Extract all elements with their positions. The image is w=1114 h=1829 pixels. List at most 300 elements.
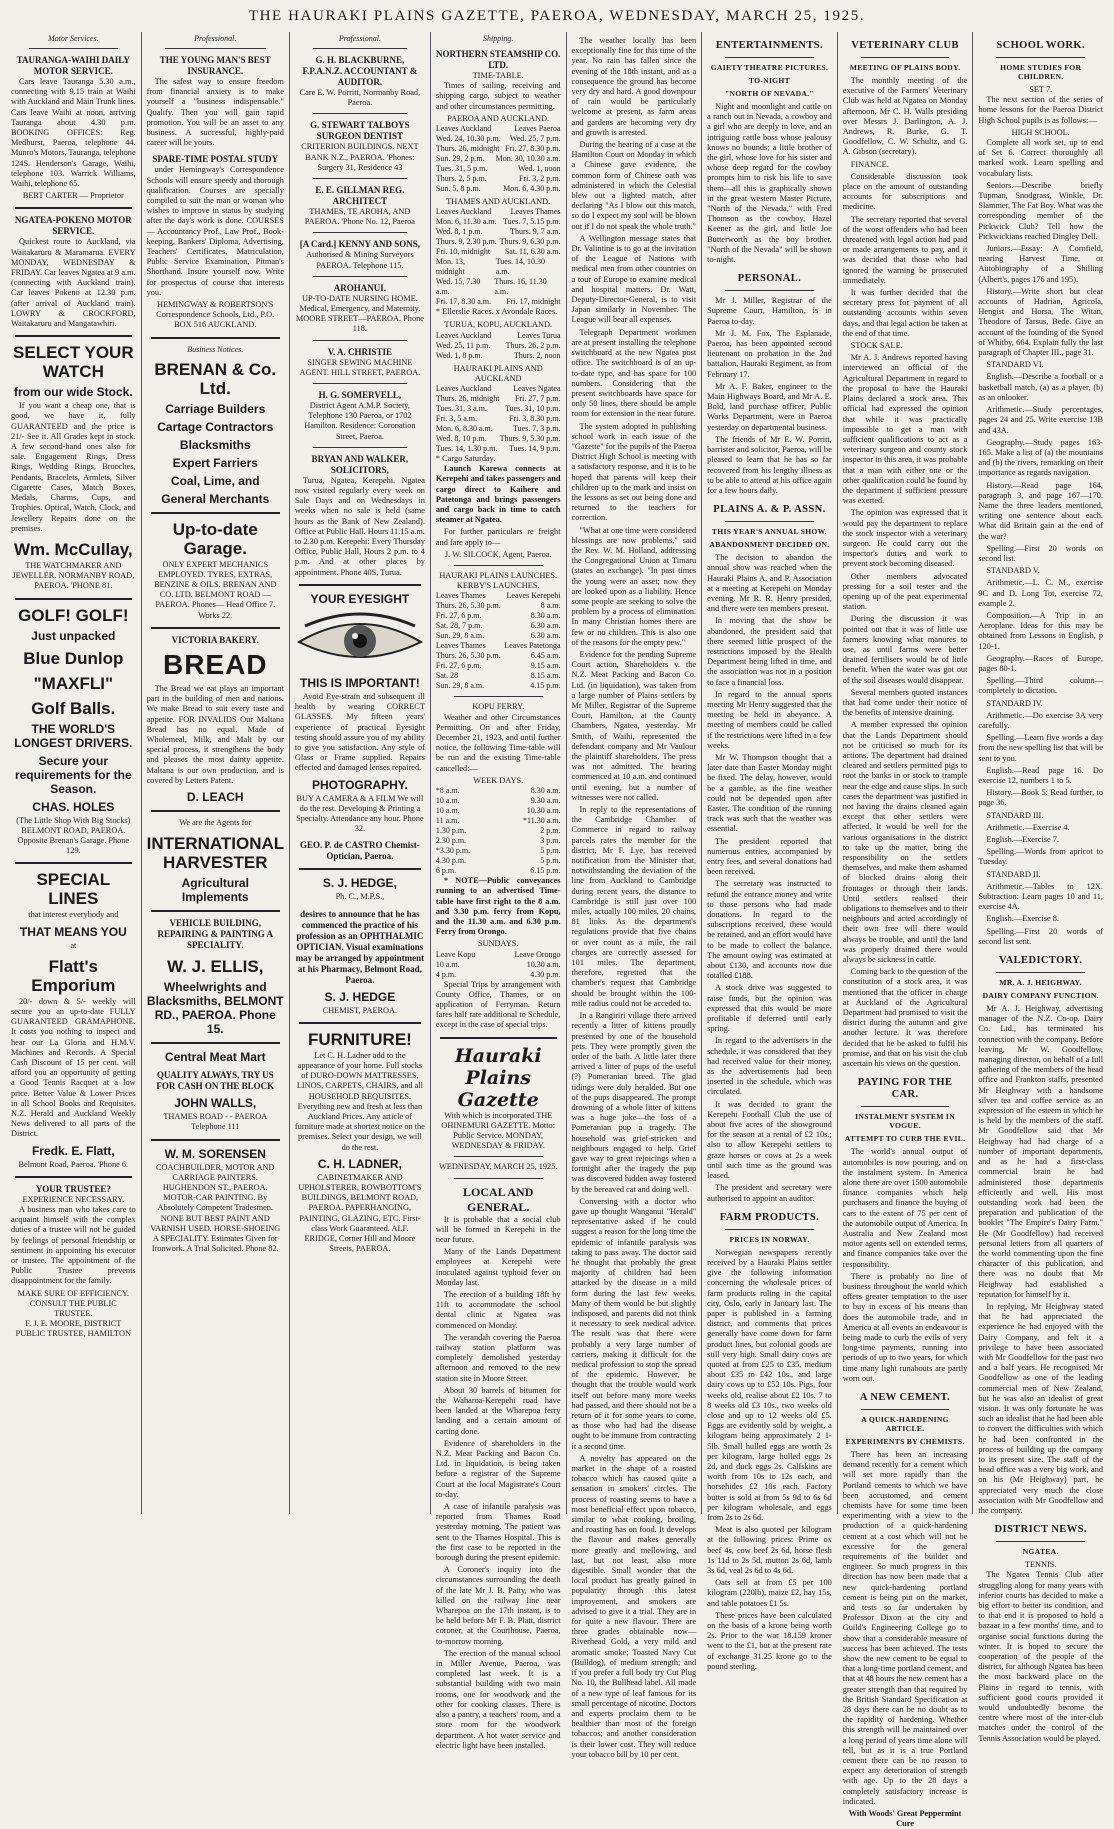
timetable-cell: Fri. 27, 7 p.m. (514, 394, 561, 404)
ad-headline: BRENAN & Co. Ltd. (154, 359, 277, 398)
ad-line: at (70, 940, 77, 950)
ad-line: THE WORLD'S LONGEST DRIVERS. (14, 721, 133, 750)
ad-body: The Bread we eat plays an important part in the building of men and nations. We make Bread to suit every taste and appetite. FOR INVALIDS Our Maltana Bread has no equal. Made of Wholemeal, Milk, and Malt by our special process, it strengthens the body and pleases the most dainty appetite. Maltana is our own production, and is covered by Letters Patent. (146, 683, 284, 785)
article-paragraph: Arithmetic.—Tables to 12X. Subtraction: Learn pages 10 and 11, exercise 4A. (978, 881, 1104, 912)
timetable-cell: Fri. 17, 8.30 a.m. (435, 297, 491, 307)
ad-headline: Central Meat Mart (164, 1050, 266, 1065)
ad-headline: W. J. ELLIS, (167, 957, 264, 977)
divider (861, 1106, 950, 1107)
timetable-cell: Fri. 3, 5 a.m. (435, 414, 477, 424)
article-paragraph: Arithmetic.—Study percentages, pages 24 and 25. Write exercise 13B and 43A. (978, 405, 1104, 435)
article-heading: LOCAL AND GENERAL. (463, 1184, 534, 1214)
article-paragraphs (843, 1147, 968, 1384)
timetable-cell: 8.30 a.m. (530, 786, 561, 796)
divider (299, 868, 421, 870)
timetable-cell: 10.30 a.m. (526, 806, 561, 816)
card-body: CRITERION BUILDINGS. NEXT BANK N.Z., PAEROA. 'Phones: Surgery 31, Residence 43 (301, 142, 419, 172)
timetable-row (436, 184, 561, 194)
article-paragraph: In moving that the show be abandoned, the president said that there seemed little prospect of the restrictions imposed by the Health Department being lifted in time, and the association was not in a position to face a financial loss. (707, 616, 832, 687)
timetable-cell: Tues. 7, 3 p.m. (513, 424, 561, 434)
card-title: E. E. GILLMAN REG. ARCHITECT (315, 185, 405, 207)
article-paragraph: English.—Exercise 7. (986, 835, 1059, 845)
timetable-cell: Mon. 6, 11.30 a.m. (435, 217, 497, 227)
ferry-note: Special Trips by arrangement with County Office, Thames, or on application of Ferryman. Return fares half rate additional to Schedule, except in the case of special trips. (435, 979, 561, 1030)
gazette-motto: With which is incorporated THE OHINEMURI GAZETTE. Motto: Public Service. MONDAY, WEDNESDAY & FRIDAY. (441, 1110, 555, 1151)
timetable-cell: Fri. 27, 6 p.m. (435, 661, 482, 671)
article-paragraph: Arithmetic.—L. C. M., exercise 9C and D. Long Tot, exercise 72, example 2. (978, 578, 1104, 608)
article-paragraph: It is probable that a social club will be formed in Kerepehi in the near future. (435, 1214, 561, 1244)
column-1 (6, 32, 141, 1514)
ad-body: CABINETMAKER AND UPHOLSTERER, ROWBOTTOM'S BUILDINGS, BELMONT ROAD, PAEROA. PAPERHANGING, PAINTING, GLAZING, ETC. First-class Work Guaranteed. ALF. ERIDGE, Corner Hill and Moore Streets, PAEROA. (298, 1172, 422, 1254)
ferry-heading: WEEK DAYS. (473, 775, 524, 785)
timetable-row (436, 651, 561, 661)
ad-body: Cars leave Tauranga 5.30 a.m., connecting with 9.15 train at Waihi with Auckland and Main Trunk lines. Cars leave Waihi at noon, arriving Tauranga about 4.30 p.m. BOOKING OFFICES: Reg. Medhurst, Paeroa, telephone 44. Munro's Motors, Tauranga, telephone 124S. Henderson's Garage, Waihi, telephone 103. Warrick Williams, Waihi, telephone 65. (11, 77, 136, 189)
article-paragraph: Spelling.—Third column—completely to dictation. (978, 676, 1104, 696)
divider (725, 521, 814, 522)
ad-line: MAKE SURE OF EFFICIENCY. (17, 1288, 130, 1298)
timetable-cell: Mon. 30, 10.30 a.m. (495, 154, 561, 164)
ad-title: NGATEA-POKENO MOTOR SERVICE. (14, 215, 132, 237)
divider (165, 48, 266, 49)
timetable-cell: Wed. 8, 10 p.m. (435, 434, 487, 444)
shipping-company: NORTHERN STEAMSHIP CO. LTD. (435, 49, 561, 70)
shipping-notice: Launch Karewa connects at Kerepehi and takes passengers and cargo direct to Kaihere and Patetonga and brings passengers and cargo back in time to catch steamer at Ngatea. (435, 464, 561, 525)
timetable-cell: 5 p.m. (540, 846, 561, 856)
timetable-cell: Wed. 1, noon (518, 164, 561, 174)
timetable-cell: Wed. 25, 11 p.m. (435, 340, 491, 350)
timetable-heading: TIME-TABLE. (472, 71, 524, 80)
article-paragraph: A novelty has appeared on the market in the shape of a roasted tobacco which has caused quite a sensation in smokers' circles. The process of roasting seems to have a most beneficial effect upon tobacco, similar to what cooking, broiling, and roasting has on food. It develops the flavour and makes generally more greatly and mellowing, and last, but not least, also more digestible. Small wonder that the local product has greatly gained in popularity through this latest improvement, and smokers are advised to give it a trial. They are in for quite a new flavour. There are three grades obtainable now—Riverhead Gold, a very mild and aromatic smoke; Toasted Navy Cut (Bulldog), of medium strength; and if you prefer a full body try Cut Plug No. 10, the Bullhead label. All made of a new type of leaf famous for its small percentage of nicotine. Doctors and experts proclaim them to be healthier than most of the foreign tobaccos; and another consideration is their lower cost. They will reduce your tobacco bill by 10 per cent. (571, 1453, 697, 1759)
divider (151, 337, 280, 339)
article-paragraphs (707, 553, 832, 1204)
article-paragraph: In regard to the annual sports meeting Mr Henry suggested that the meeting be held in abeyance. A meeting of members could be called if the restrictions were lifted in a few weeks. (707, 689, 832, 750)
timetable-cell: *3.30 p.m. (435, 846, 471, 856)
article-paragraph: A case of infantile paralysis was reported from Thames Road yesterday morning. The patient was sent to the Thames Hospital. This is the first case to be reported in the borough during the present epidemic. (435, 1502, 561, 1563)
ad-headline: CHAS. HOLES (32, 799, 115, 814)
article-subheading: TENNIS. (1024, 1560, 1057, 1570)
article-subheading: DAIRY COMPANY FUNCTION. (982, 991, 1099, 1001)
ad-title: VEHICLE BUILDING, REPAIRING & PAINTING A SPECIALITY. (157, 918, 273, 951)
article-paragraph: The monthly meeting of the executive of the Farmers' Veterinary Club was held at Ngatea on Monday afternoon, Mr C. H. Walls presiding over Messrs J. Darlington, A. J. Andrews, R. Burke, G. T. Goodfellow, C. W. Schultz, and G. A. Gibson (secretary). (842, 76, 968, 157)
ad-line: Just unpacked (31, 628, 116, 643)
article-paragraph: The verandah covering the Paeroa railway station platform was completely demolished yesterday afternoon and removed to the new station site in Moore Street. (435, 1332, 561, 1383)
article-paragraph: Composition.—A Trip in an Aeroplane. Ideas for this may be obtained from Lessons in English, p 120-1. (978, 610, 1104, 651)
ad-line: Ph. C., M.P.S., (335, 892, 385, 902)
timetable-cell: 4 p.m. (435, 969, 457, 979)
divider (15, 207, 132, 209)
ad-body: 20/- down & 5/- weekly will secure you an up-to-date FULLY GUARANTEED GRAMAPHONE. It costs you nothing to inspect and hear our La Gloria and H.M.V. Machines and Records. A Special Cash Discount of 15 per cent. will afford you an opportunity of getting a Good Tennis Racquet at a low price. Better Value & Lower Prices in all School Books and Requisites. N.Z. Herald and Auckland Weekly News delivered to all parts of the District. (11, 996, 136, 1139)
ad-line: CONSULT THE PUBLIC TRUSTEE. (29, 1298, 117, 1319)
section-heading: Shipping. (482, 34, 514, 43)
divider (725, 290, 814, 291)
ad-body: COACHBUILDER, MOTOR AND CARRIAGE PAINTERS. HUGHENDON ST., PAEROA. MOTOR-CAR PAINTING. By Absolutely Competent Tradesmen. NONE BUT BEST PAINT AND VARNISH USED. HORSE-SHOEING A SPECIALITY. Estimates Given for Ironwork. A Trial Solicited. Phone 82. (150, 1162, 281, 1254)
article-paragraph: Geography.—Study pages 163-165. Make a list of (a) the mountains and (b) the rivers, remarking on their importance as regards navigation. (978, 437, 1104, 478)
article-paragraph: The president and secretary were authorised to appoint an auditor. (707, 1183, 832, 1203)
timetable-cell: Sun. 5, 8 p.m. (435, 184, 481, 194)
article-paragraph: Telegraph Department workmen are at present installing the telephone switchboard at the new Ngatea post office. The switchboard is of an up-to-date type, and has space for 100 numbers. Considering that the present switchboards have space for only 50 lines, there should be ample room for extension in the near future. (571, 327, 697, 419)
timetable-cell: 10 a.m. (435, 806, 460, 816)
card-body: THAMES, TE AROHA, AND PAEROA. 'Phone No. 12, Paeroa (304, 207, 415, 227)
timetable-cell: Sun. 29, 8 a.m. (435, 631, 485, 641)
ad-line: F. J. E. MOORE, DISTRICT PUBLIC TRUSTEE, HAMILTON (15, 1319, 131, 1339)
timetable-cell: Fri. 3, 8.30 p.m. (508, 414, 561, 424)
timetable-cell: 6.15 p.m. (530, 866, 561, 876)
timetable-row (436, 341, 561, 351)
timetable-cell: Tues. 7, 5.15 p.m. (503, 217, 561, 227)
card-body: UP-TO-DATE NURSING HOME. Medical, Emergency, and Maternity. MOORE STREET—PAEROA. Phone 118. (295, 293, 424, 334)
timetable-rows (436, 786, 561, 876)
timetable-row (436, 444, 561, 454)
article-paragraphs (436, 1215, 561, 1751)
article-heading: PLAINS A. & P. ASSN. (713, 504, 826, 516)
article-paragraph: The secretary reported that several of the worst offenders who had been threatened with legal action had paid or made arrangements to pay, and it was decided that those who had ignored the warning be prosecuted immediately. (842, 214, 968, 285)
article-heading: PERSONAL. (737, 273, 802, 285)
section-heading: Professional. (194, 34, 237, 43)
article-paragraph: Mr A. J. Heighway, advertising manager of the N.Z. Co-op. Dairy Co. Ltd., has terminated his connection with the company. Before leaving, Mr W. Goodfellow, managing director, on behalf of a full gathering of the members of the head office and Frankton staffs, presented Mr Heighway with a handsome silver tea and coffee service as an expression of the esteem in which he is held by the members of the staff. Mr Goodfellow said that Mr Heighway had had charge of a number of important departments, and as he had a first-class commercial brain he had administered those departments efficiently and well. His most outstanding work had been the preparation and publication of the booklet "The Empire's Dairy Farm." He (Mr Goodfellow) had received personal letters from all quarters of the world commenting upon the fine character of this publication, and there was no doubt that Mr Heighway had established a reputation for himself by it. (978, 1004, 1104, 1299)
timetable-cell: 9.15 a.m. (530, 661, 561, 671)
timetable-row (436, 816, 561, 826)
card-title: AROHANUI. (333, 282, 387, 293)
divider (313, 447, 407, 448)
timetable-row (436, 796, 561, 806)
timetable-cell: 2.30 p.m. (435, 836, 467, 846)
divider (15, 1176, 132, 1178)
masthead: THE HAURAKI PLAINS GAZETTE, PAEROA, WEDNESDAY, MARCH 25, 1925. (248, 8, 866, 24)
article-paragraph: A Coroner's inquiry into the circumstances surrounding the death of the late Mr J. B. Patty, who was killed on the railway line near Wharepoa on the 17th instant, is to be held before Mr F. B. Platt, district coroner, at the Courthouse, Paeroa, to-morrow morning. (435, 1565, 561, 1646)
article-paragraphs (572, 36, 697, 1760)
timetable-row (436, 144, 561, 154)
article-paragraph: The secretary was instructed to refund the entrance money and write to those persons who had made donations. In regard to the subscriptions received, these would be retained, and an effort would have to be made to collect the balance. The amount owing was estimated at about £130, and accounts now due totalled £188. (707, 879, 832, 981)
ad-title: THE YOUNG MAN'S BEST INSURANCE. (159, 55, 271, 76)
article-paragraph: STANDARD V. (986, 566, 1040, 576)
article-subheading: PRICES IN NORWAY. (729, 1234, 810, 1244)
article-paragraph: The system adopted in publishing school work in each issue of the "Gazette" for the pupils of the Paeroa District High School is meeting with a satisfactory response, and it is to be hoped that parents will keep their children up to the mark and insist on the lessons as set out being done and returned to the teachers for correction. (571, 421, 697, 523)
timetable-cell: Wed. 25, 7 p.m. (509, 134, 561, 144)
article-paragraph: The opinion was expressed that it would pay the department to replace the stock inspector with a veterinary surgeon. He could carry out the inspector's duties and work to prevent stock becoming diseased. (842, 508, 968, 569)
timetable-header: Leaves Thames Leaves Kerepehi (435, 591, 561, 601)
article-paragraph: Considerable discussion took place on the amount of outstanding accounts for subscriptions and medicine. (842, 171, 968, 212)
timetable-row (436, 661, 561, 671)
divider (151, 810, 280, 812)
timetable-cell: Thurs. 9, 6.30 p.m. (499, 237, 561, 247)
article-heading: ENTERTAINMENTS. (715, 40, 824, 51)
timetable-cell: 11 a.m. (435, 816, 460, 826)
divider (313, 48, 407, 49)
timetable-row (436, 681, 561, 691)
timetable-cell: Fri. 17, midnight (506, 297, 561, 307)
timetable-row (436, 866, 561, 876)
timetable-row (436, 846, 561, 856)
article-paragraphs (978, 1004, 1103, 1516)
ad-headline: C. H. LADNER, (317, 1156, 402, 1171)
timetable-cell: Tues. 31, 3 a.m. (435, 404, 487, 414)
timetable-cell: Thurs. 2, noon (513, 350, 561, 360)
route-heading: PAEROA AND AUCKLAND. (447, 113, 550, 123)
timetable-cell: Mon. 6, 4.30 p.m. (503, 184, 561, 194)
ad-headline: Wm. McCullay, (13, 539, 133, 559)
divider (313, 340, 407, 341)
timetable-header: Leaves Auckland Leaves Turua (435, 330, 561, 340)
ad-body: under Hemingway's Correspondence Schools will ensure speedy and thorough qualification. Courses are specially compiled to suit the man or woman who wishes to improve in status by studying after the day's work is done. COURSES— Accountancy Prof., Law Prof., Book-keeping, Bankers' Diploma, Advertising, Teachers' Certificates, Matriculation, Public Service Examination, Pitman's Shorthand. Insure yourself now. Write for prospectus of course that interests you. (146, 165, 284, 297)
ad-subheadline: PHOTOGRAPHY. (311, 777, 408, 792)
timetable-cell: 10 a.m. (435, 959, 460, 969)
divider (151, 1042, 280, 1044)
timetable-cell: 6 p.m. (435, 866, 457, 876)
ad-line: With Woods' Great Peppermint Cure (848, 1809, 962, 1829)
article-paragraph: Arithmetic.—Do exercise 3A very carefully. (978, 710, 1104, 730)
article-paragraph: During the discussion it was pointed out that it was of little use farmers knowing what manures to use, as until farms were better drained fertilisers would be of little benefit. When the water was got out of the soil diseases would disappear. (842, 614, 968, 685)
ad-body: BUY A CAMERA & A FILM We will do the rest. Developing & Printing a Specialty. Attendance any hour. Phone 32. (296, 793, 424, 834)
ad-body: Avoid Eye-strain and subsequent ill health by wearing CORRECT GLASSES. My fifteen years' experience of practical Eyesight testing should assure you of my ability to give you satisfaction. Any style of Glass or Frame supplied. Repairs effected and damaged lenses repaired. (294, 691, 425, 773)
ad-line: that interest everybody and (28, 910, 119, 920)
divider (151, 910, 280, 912)
ad-headline: GOLF! GOLF! (18, 605, 129, 625)
article-paragraph: The world's annual output of automobiles is now pouring, and on the instalment system. In America alone there are over 1500 automobile finance companies which help purchasers and finance the buying of cars to the extent of 75 per cent of the automobile output of America. In Australia and New Zealand most motor agents sell on extended terms, and finance companies take over the responsibility. (842, 1147, 968, 1269)
timetable-cell: 9.30 a.m. (530, 796, 561, 806)
ad-address: THE WATCHMAKER AND JEWELLER. NORMANBY ROAD, PAEROA. 'PHONE 81. (12, 560, 135, 591)
article-paragraph: Other members advocated pressing for a soil tester and the opening up of the peat experimental station. (842, 571, 968, 612)
route-heading: HAURAKI PLAINS LAUNCHES. (439, 571, 558, 581)
divider (861, 1409, 950, 1410)
ad-headline: FURNITURE! (307, 1029, 412, 1049)
article-subheading: GAIETY THEATRE PICTURES. (710, 63, 829, 72)
timetable-cell: 10.30 a.m. (526, 959, 561, 969)
timetable-cell: Thurs. 9, 5.30 p.m. (499, 434, 561, 444)
article-paragraph: Mr J. Miller, Registrar of the Supreme Court, Hamilton, is in Paeroa to-day. (707, 296, 832, 326)
divider (454, 696, 543, 697)
timetable-row (436, 414, 561, 424)
card-title: BRYAN AND WALKER, SOLICITORS, (311, 453, 409, 475)
ad-title: YOUR TRUSTEE? (35, 1183, 111, 1194)
divider (151, 627, 280, 629)
article-paragraph: Several members quoted instances that had come under their notice of the benefits of intensive draining. (842, 687, 968, 718)
article-paragraph: History.—Read page 164, paragraph 3, and page 167—170. Name the three leaders mentioned, writing one sentence about each. What did Britain gain at the end of the war? (978, 480, 1104, 541)
article-paragraph: "What at one time were considered blessings are now problems," said the Rev. W. M. Holland, addressing the Congregational Union at Timaru (states an exchange). "In past times the young were an asset; now they are looked upon as a liability. Hence some people are seeking to solve the problem by a process of elimination. In many Christian homes there are few or no children. This is also one of the reasons for the empty pew." (571, 525, 697, 647)
divider (454, 1156, 543, 1157)
article-paragraph: Geography.—Races of Europe, pages 80-1. (978, 653, 1104, 673)
divider (313, 178, 407, 179)
ad-address: (The Little Shop With Big Stocks) BELMONT ROAD, PAEROA. Opposite Brenan's Garage. Phone 129. (16, 815, 131, 856)
article-paragraph: STANDARD III. (986, 810, 1044, 820)
timetable-cell: Tues. 14, 1.30 p.m. (435, 444, 498, 454)
article-subheading: MR. A. J. HEIGHWAY. (999, 978, 1082, 988)
ad-line: Blacksmiths (179, 437, 251, 452)
article-paragraph: In regard to the advertisers in the schedule, it was considered that they had received value for their money, as the advertisements had been inserted in the schedule, which was circulated. (707, 1036, 832, 1097)
ad-body: If you want a cheap one, that is good, we have it, fully GUARANTEED and the price is 21/- See it. All Grades kept in stock. A few second-hand ones also for sale. Engagement Rings, Dress Rings, Wedding Rings, Brooches, Pendants, Bracelets, Armlets, Silver Cigarette Cases, Match Boxes, Medals, Charms, Cups, and Trophies. Optical, Watch, Clock, and Jewellery Repairs done on the premises. (11, 401, 136, 533)
timetable-cell: Thurs. 9, 7 a.m. (510, 227, 561, 237)
card-body: Turua, Ngatea, Kerepehi. Ngatea now visited regularly every week on Sale Days and on Wednesdays in weeks when no sale is held (same hours as the Bank of New Zealand). Office at Public Hall. Hours 11.15 a.m. to 2.30 p.m. Kerepehi: Every Thursday Office, Public Hall, Hours 2 p.m. to 4 p.m. And at other places by appointment. Phone 40S, Turua. (294, 475, 425, 577)
timetable-row (436, 351, 561, 361)
article-heading: VETERINARY CLUB (851, 40, 959, 51)
ad-body: Quickest route to Auckland, via Waitakaruru & Maramarua. EVERY MONDAY, WEDNESDAY & FRIDAY. Car leaves Ngatea at 9 a.m. (connecting with Auckland train). Car leaves Pokeno at 12.30 p.m. (after arrival of Auckland train). LOWRY & CROCKFORD, Waitakaruru and Mangatawhiri. (11, 237, 136, 329)
divider (29, 48, 118, 49)
card-body: Care E. W. Porritt, Normanby Road, Paeroa. (299, 88, 421, 108)
article-paragraph: Spelling.—Learn five words a day from the new spelling list that will be sent to you. (978, 733, 1104, 763)
article-paragraph: Complete all work set, up to end of Set 6. Correct thoroughly all marked work. Learn spelling and vocabulary lists. (978, 138, 1104, 178)
article-subheading: A QUICK-HARDENING ARTICLE. (861, 1414, 949, 1433)
divider (313, 113, 407, 114)
article-paragraph: Mr A. F. Baker, engineer to the Main Highways Board, and Mr A. E. Bold, land purchase officer, Public Works Department, were in Paeroa yesterday on departmental business. (707, 381, 832, 432)
gazette-nameplate: Hauraki Plains Gazette (454, 1044, 542, 1111)
column-2 (141, 32, 289, 1514)
article-paragraph: Meat is also quoted per kilogram at the following prices: Prime ox beef 4s, cow beef 2s 6d, horse flesh 1s 11d to 2s 5d, mutton 2s 6d, lamb 3s 6d, veal 2s 6d to 4s 6d. (707, 1525, 832, 1575)
divider (996, 57, 1085, 58)
ad-line: THAT MEANS YOU (19, 924, 127, 939)
timetable-rows (436, 217, 561, 307)
ad-body: desires to announce that he has commenced the practice of his profession as an OPHTHALMIC OPTICIAN. Visual examinations may be arranged by appointment at his Pharmacy, Belmont Road, Paeroa. (295, 908, 425, 985)
timetable-row (436, 806, 561, 816)
article-paragraph: The next section of the series of home lessons for the Paeroa District High School pupils is as follows:— (978, 95, 1104, 125)
timetable-row (436, 217, 561, 227)
timetable-rows (436, 394, 561, 454)
timetable-cell: 3 p.m. (540, 836, 561, 846)
article-paragraph: A member expressed the opinion that the Lands Department should not be criticised so much for its actions. The department had drained cleared and settlers permitted pigs to root the banks in or stock to trample near the edge and cause slips. In such cases the department was justified in not having the drains cleaned again except that other settlers were affected. It would be well for the various organisations in the district to take up the matter, bring the responsibility on the settlers themselves, and make them ashamed of blocked drains along their frontages or through their lands. Until settlers realised their obligations to themselves and to their neighbours and acted accordingly of their own free will there would always be trouble, and until the land was properly drained there would always be sickness in cattle. (842, 720, 968, 965)
timetable-header: Leaves Auckland Leaves Ngatea (435, 384, 561, 394)
timetable-cell: Thurs. 16, 11.30 a.m. (494, 277, 547, 297)
article-paragraph: English.—Exercise 8. (986, 914, 1059, 924)
article-paragraph: Many of the Lands Department employees at Kerepehi were inoculated against typhoid fever on Monday last. (435, 1247, 561, 1287)
timetable-cell: Wed. 1, 8 p.m. (435, 350, 483, 360)
article-paragraph: There has been an increasing demand recently for a cement which will set more rapidly than the Portland cements to which we have been accustomed, and cement chemists have for some time been experimenting with a view to the production of a quick-hardening cement at a cost which will not be excessive for the general requirements of the builder and engineer. So much progress in this direction has now been made that a new quick-hardening portland cement is being put on the market, and tests so far undertaken by Professor Dixon at the city and Guild's Engineering College go to show that a considerable measure of success has been achieved. The tests show the new cement to be equal to that a long-time portland cement, and that at 48 hours the new cement has a greater strength than that required by the British Standard Specification at 28 days there can be no doubt as to the rapidity of hardening. Whether this strength will be maintained over a long period of years time alone will tell, but as it is a true Portland cement there can be no reason to expect any deterioration of strength with age. Up to the 28 days a completely satisfactory increase is indicated. (842, 1449, 968, 1806)
ferry-notice: Weather and other Circumstances Permitting. On and after Friday, December 21, 1923, and until further notice, the following Time-table will be run and the existing Time-table cancelled:— (435, 712, 561, 773)
ad-subheadline: THIS IS IMPORTANT! (300, 675, 420, 690)
ad-line: Golf Balls. (31, 698, 116, 718)
article-subheading: "NORTH OF NEVADA." (725, 89, 814, 98)
timetable-cell: Fri. 27, 6 p.m. (435, 611, 482, 621)
ad-headline: Fredk. E. Flatt, (31, 1143, 115, 1158)
timetable-row (436, 227, 561, 237)
ad-line: Secure your requirements for the Season. (14, 753, 132, 796)
article-heading: DISTRICT NEWS. (994, 1524, 1087, 1536)
timetable-note: * Ellerslie Races. x Avondale Races. (435, 307, 558, 317)
timetable-row (436, 297, 561, 307)
divider (861, 57, 950, 58)
timetable-cell: *8 a.m. (435, 786, 460, 796)
card-title: G. H. BLACKBURNE, F.P.A.N.Z. ACCOUNTANT & AUDITOR. (302, 55, 418, 87)
timetable-cell: 4.15 p.m. (530, 681, 561, 691)
section-heading: Business Notices. (187, 344, 244, 354)
column-7 (837, 32, 973, 1829)
timetable-cell: Wed. 8, 1 p.m. (435, 227, 483, 237)
article-paragraph: Conversing with a doctor who gave up thought Wanganui "Herald" representative asked if he could suggest a reason for the long time the epidemic of infantile paralysis was taking to pass away. The doctor said he thought that probably the great majority of children had been attacked by the disease in a mild form during the last few weeks. Many of them would be but slightly indisposed, and parents did not think it necessary to seek medical advice. The result was that there were probably a very large number of carriers, making it difficult for the medical profession to stop the spread of the epidemic. However, he thought that the trouble would work itself out before many more weeks had passed, and there should not be a return of it for some years to come, as those who had had the disease ought to be immune from contracting it a second time. (571, 1196, 697, 1451)
timetable-cell: Sun. 29, 8 a.m. (435, 681, 485, 691)
card-title: [A Card.] KENNY AND SONS, (299, 239, 420, 250)
timetable-cell: Thurs. 2, 5 p.m. (435, 174, 487, 184)
divider (299, 1022, 421, 1024)
article-paragraph: In replying, Mr Heighway stated that he had appreciated the experience he had enjoyed with the Dairy Company, and felt it a privilege to have been associated with Mr Goodfellow for the past two and a half years. He recognised Mr Goodfellow as one of the leading commercial men of New Zealand, but he was also an idealist of great vision. It was only fortunate he was such an idealist that he had been able to convert the difficulties with which he had been confronted in the process of building up the company to its present size. The staff of the head office was a very big work, and on his (Mr Heighway) part, he appreciated very much the close association with Mr Goodfellow and the company. (978, 1301, 1104, 1515)
article-paragraph: Mr J. M. Fox, The Esplanade, Paeroa, has been appointed second lieutenant on probation in the 2nd battalion, Hauraki Regiment, as from February 17. (707, 328, 832, 379)
ad-line: Agricultural Implements (181, 876, 249, 905)
timetable-rows (436, 601, 561, 641)
route-heading: THAMES AND AUCKLAND. (446, 197, 551, 207)
timetable-cell: Thurs. 26, 5.30 p.m. (435, 601, 501, 611)
article-heading: FARM PRODUCTS. (719, 1211, 820, 1223)
timetable-row (436, 836, 561, 846)
card-body: SINGER SEWING MACHINE AGENT. HILL STREET, PAEROA. (299, 357, 421, 377)
timetable-cell: 8 a.m. (540, 601, 561, 611)
ad-headline: Flatt's Emporium (31, 956, 116, 995)
divider (454, 565, 543, 566)
timetable-row (436, 601, 561, 611)
article-paragraph: Mr A. J. Andrews reported having interviewed an official of the Agricultural Department in regard to the proposal to have the Hauraki Plains declared a stock area. This official had expressed the opinion that while it was practically impossible to get a man with sufficient qualifications to act as a veterinary surgeon and county stock inspector in this area, it was probable that a man with either one or the other qualification could be found by the department if sufficient pressure was exerted. (842, 353, 968, 506)
card-body: District Agent A.M.P. Society, Telephone 130 Paeroa, or 1702 Hamilton. Residence: Coronation Street, Paeroa. (304, 401, 416, 441)
article-paragraph: About 30 barrels of bitumen for the Waharoa-Kerepehi road have been landed at the Wharepoa ferry landing and a certain amount of carting done. (435, 1385, 561, 1436)
timetable-cell: Mon. 13, midnight (435, 257, 466, 277)
article-paragraph: It was further decided that the secretary press for payment of all outstanding accounts within seven days, and that legal action be taken at the end of that time. (842, 288, 968, 338)
article-subheading: SET 7. (1029, 85, 1053, 94)
article-paragraph: There is probably no line of business throughout the world which offers greater temptation to the user to buy in excess of his means than does the automobile trade, and in America at all events an endeavour is being made to curb the evils of very long-time payments, running into periods of up to two years, for which time many light runabouts are partly worn out. (842, 1271, 968, 1383)
ad-headline: D. LEACH (186, 789, 244, 804)
timetable-row (436, 247, 561, 257)
ad-body: Let C. H. Ladner add to the appearance of your home. Full stocks of DURO-DOWN MATTRESSES, LINOS, CARPETS, CHAIRS, and all HOUSEHOLD REQUISITES. Everything new and fresh at less than Auckland Prices. Any article of furniture made at shortest notice on the premises. Select your design, we will do the rest. (294, 1050, 425, 1152)
timetable-cell: Fri. 3, 2 p.m. (518, 174, 561, 184)
card-title: G. STEWART TALBOYS SURGEON DENTIST (310, 120, 410, 142)
ad-headline: SELECT YOUR WATCH (13, 343, 134, 382)
timetable-row (436, 434, 561, 444)
article-paragraphs (978, 138, 1103, 947)
article-paragraph: History.—Write short but clear accounts of Hadrian, Agricola, Hengist and Horsa, The Witan, Theodore of Tarsus, Bede. Give an account of the founding of the Synod of Whitby, 664. Explain fully the last paragraph of Chapter III., page 31. (978, 286, 1104, 358)
ad-line: Blue Dunlop (23, 648, 124, 668)
timetable-cell: 10 a.m. (435, 796, 460, 806)
card-title: H. G. SOMERVELL, (318, 390, 402, 401)
ad-headline: YOUR EYESIGHT (310, 591, 410, 606)
section-heading: Motor Services. (47, 34, 99, 43)
timetable-cell: 6.30 a.m. (530, 631, 561, 641)
column-8 (972, 32, 1108, 1743)
divider (454, 1178, 543, 1179)
timetable-row (436, 611, 561, 621)
timetable-cell: Wed. 15, 7.30 a.m. (435, 277, 481, 297)
timetable-header: Leave Kopu Leave Orongo (435, 949, 561, 959)
timetable-row (436, 424, 561, 434)
article-paragraph: During the hearing of a case at the Hamilton Court on Monday in which a Chinese gave evidence, the common form of Chinese oath was administered in which the Celestial blew out a lighted match, after declaring "As I blow out this match, so do I expect my soul will be blown out if I do not speak the whole truth." (571, 140, 697, 231)
timetable-row (436, 970, 561, 980)
article-subheading: HOME STUDIES FOR CHILDREN. (1000, 63, 1082, 81)
ad-headline: BREAD (162, 648, 268, 680)
timetable-cell: Thurs. 26, midnight (435, 144, 500, 154)
timetable-row (436, 621, 561, 631)
card-body: Authorised & Mining Surveyors PAEROA. Telephone 115. (306, 250, 414, 270)
ad-body: QUALITY ALWAYS, TRY US FOR CASH ON THE BLOCK (156, 1070, 275, 1092)
ad-headline: INTERNATIONAL HARVESTER (146, 834, 285, 873)
timetable-rows (436, 960, 561, 980)
timetable-cell: Tues. 14, 9 p.m. (509, 444, 561, 454)
article-paragraph: These prices have been calculated on the basis of a krone being worth 2s. Prior to the war 18.159 kroner went to the £1, but at the present rate of exchange 31.25 krone go to the pound sterling. (707, 1610, 832, 1671)
timetable-row (436, 394, 561, 404)
ad-headline: SPECIAL LINES (36, 870, 111, 909)
article-paragraph: Norwegian newspapers recently received by a Hauraki Plains settler give the following information concerning the wholesale prices of farm products ruling in the capital city, Oslo, early in January last. The paper is published in a farming district, and comments that prices generally have come down for farm product lines, but colonial goods are still very high. Small dairy cows are quoted at from £25 to £35, medium about £35 to £42 10s., and large dairy cows up to £52 10s. Pigs, four weeks old, realise about £2 10s. 7 to 8 weeks old £3 10s., two weeks old close and up to 12 weeks old £5. Eggs are evidently sold by weight, a kilogram being approximately 2 1-5lb. Small hulled eggs are worth 2s per kilogram, large hulled eggs 2s 2d, and duck eggs 2s. Calfskins are worth from 10s to 12s each, and horsehides £2 10s each. Factory butter is sold at from 5s 9d to 6s 6d per kilogram wholesale, and eggs from 2s to 2s 6d. (707, 1247, 832, 1522)
article-heading: A NEW CEMENT. (859, 1391, 951, 1403)
timetable-row (436, 237, 561, 247)
ad-headline: W. M. SORENSEN (164, 1146, 266, 1161)
timetable-header: Leaves Thames Leaves Patetonga (435, 641, 561, 651)
article-paragraphs (707, 296, 832, 496)
article-paragraph: English.—Read page 16. Do exercise 12, numbers 1 to 5. (978, 765, 1104, 785)
timetable-rows (436, 134, 561, 194)
ad-title: SPARE-TIME POSTAL STUDY (152, 154, 279, 165)
article-subheading: ABANDONMENT DECIDED ON. (709, 540, 830, 550)
divider (151, 512, 280, 514)
timetable-cell: Thurs. 26, midnight (435, 394, 500, 404)
article-paragraph: Juniors.—Essay: A Cornfield, nearing Harvest Time, or Autobiography of a Shilling (Albert's, pages 176 and 195). (978, 244, 1104, 284)
article-paragraph: Oats sell at from £5 per 100 kilogram (220lb), maize £2, hay 15s, and table potatoes £1 5s. (707, 1578, 832, 1608)
article-paragraph: Spelling.—First 20 words of second list sent. (978, 926, 1104, 946)
article-paragraph: The Ngatea Tennis Club after struggling along for many years with inferior courts has decided to make a big effort to better its condition, and to that end it is proposed to hold a bazaar in a few months' time, and to organise social functions during the winter. It is hoped to secure the cooperation of the people of the district, for although Ngatea has been the most backward place on the Plains in regard to tennis, with sufficient good courts provided it would undoubtedly become the centre where most of the inter-club matches under the control of the Tennis Association would be played. (978, 1570, 1104, 1743)
article-paragraph: Coming back to the question of the constitution of a stock area, it was mentioned that the officer in charge at Auckland of the Agricultural Department had promised to visit the district during the autumn and give another lecture. It was therefore decided that he be asked to fulfil his promise, and that on his visit the club ascertain his views on the question. (842, 967, 968, 1069)
article-subheading: EXPERIMENTS BY CHEMISTS. (845, 1436, 965, 1446)
ad-line: Coal, Lime, and (170, 473, 260, 488)
article-paragraph: Mr W. Thompson thought that a later date than Easter Monday might be fixed. The delay, however, would be a gamble, as the fine weather could not be depended upon after Easter. The condition of the running track was such that the weather was essential. (707, 752, 832, 834)
